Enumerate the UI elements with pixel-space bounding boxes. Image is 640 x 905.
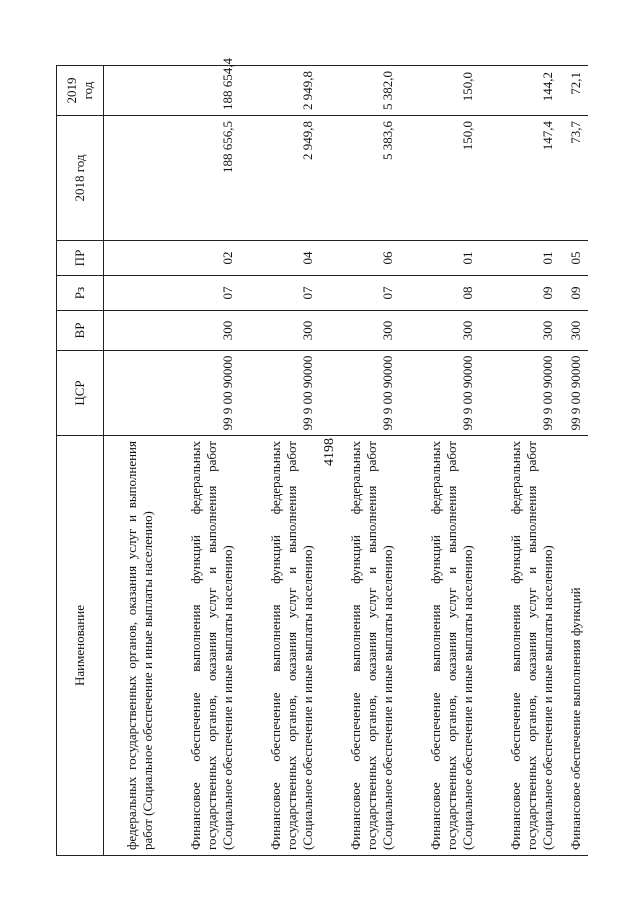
- table-row: [480, 66, 560, 856]
- cell-vr: 300: [320, 311, 400, 351]
- table-row: [104, 66, 161, 856]
- table-row: [160, 66, 240, 856]
- table-header: [57, 66, 104, 856]
- cell-2019: 5 382,0: [320, 66, 400, 116]
- cell-name: федеральных государственных органов, оказания услуг и выполнения работ (Социальное обеспечение и иные выплаты населению): [104, 436, 161, 856]
- cell-pr: 01: [480, 241, 560, 276]
- table-row: [400, 66, 480, 856]
- page-number: 4198: [322, 438, 337, 466]
- cell-csr: 99 9 00 90000: [240, 351, 320, 436]
- cell-csr: 99 9 00 90000: [400, 351, 480, 436]
- table-row: [560, 66, 588, 856]
- header-vr: ВР: [57, 311, 104, 351]
- cell-vr: 300: [240, 311, 320, 351]
- cell-2019: 144,2: [480, 66, 560, 116]
- cell-2019: [104, 66, 161, 116]
- cell-vr: 300: [480, 311, 560, 351]
- cell-2018: 147,4: [480, 116, 560, 241]
- cell-2018: 2 949,8: [240, 116, 320, 241]
- cell-pr: 02: [160, 241, 240, 276]
- header-rz: Рз: [57, 276, 104, 311]
- cell-vr: 300: [160, 311, 240, 351]
- cell-2019: 72,1: [560, 66, 588, 116]
- cell-2018: 5 383,6: [320, 116, 400, 241]
- cell-rz: 09: [480, 276, 560, 311]
- cell-rz: 09: [560, 276, 588, 311]
- budget-table: [56, 58, 588, 856]
- cell-pr: [104, 241, 161, 276]
- cell-vr: 300: [400, 311, 480, 351]
- header-2019: 2019 год: [57, 66, 104, 116]
- cell-csr: [104, 351, 161, 436]
- cell-name: Финансовое обеспечение выполнения функций федеральных государственных органов, оказания услуг и выполнения работ (Социальное обеспечение и иные выплаты населению): [400, 436, 480, 856]
- cell-2018: 73,7: [560, 116, 588, 241]
- cell-name: Финансовое обеспечение выполнения функций федеральных государственных органов, оказания услуг и выполнения работ (Социальное обеспечение и иные выплаты населению): [240, 436, 320, 856]
- cell-2018: 188 656,5: [160, 116, 240, 241]
- header-name: Наименование: [57, 436, 104, 856]
- cell-rz: 07: [240, 276, 320, 311]
- table-row: [240, 66, 320, 856]
- cell-2019: 150,0: [400, 66, 480, 116]
- cell-vr: 300: [560, 311, 588, 351]
- cell-pr: 01: [400, 241, 480, 276]
- cell-csr: 99 9 00 90000: [320, 351, 400, 436]
- cell-2018: [104, 116, 161, 241]
- cell-csr: 99 9 00 90000: [560, 351, 588, 436]
- cell-2018: 150,0: [400, 116, 480, 241]
- cell-vr: [104, 311, 161, 351]
- cell-2019: 188 654,4: [160, 66, 240, 116]
- header-pr: ПР: [57, 241, 104, 276]
- cell-pr: 06: [320, 241, 400, 276]
- cell-name: Финансовое обеспечение выполнения функций федеральных государственных органов, оказания услуг и выполнения работ (Социальное обеспечение и иные выплаты населению): [480, 436, 560, 856]
- cell-2019: 2 949,8: [240, 66, 320, 116]
- cell-csr: 99 9 00 90000: [480, 351, 560, 436]
- budget-table-container: [56, 58, 606, 856]
- cell-rz: [104, 276, 161, 311]
- cell-name: Финансовое обеспечение выполнения функций федеральных государственных органов, оказания услуг и выполнения работ (Социальное обеспечение и иные выплаты населению): [160, 436, 240, 856]
- header-2018: 2018 год: [57, 116, 104, 241]
- cell-rz: 08: [400, 276, 480, 311]
- cell-csr: 99 9 00 90000: [160, 351, 240, 436]
- cell-rz: 07: [160, 276, 240, 311]
- cell-name: Финансовое обеспечение выполнения функций: [560, 436, 588, 856]
- header-csr: ЦСР: [57, 351, 104, 436]
- table-row: [320, 66, 400, 856]
- table-body: [104, 58, 589, 856]
- cell-pr: 05: [560, 241, 588, 276]
- cell-rz: 07: [320, 276, 400, 311]
- cell-pr: 04: [240, 241, 320, 276]
- cell-name: Финансовое обеспечение выполнения функций федеральных государственных органов, оказания услуг и выполнения работ (Социальное обеспечение и иные выплаты населению): [320, 436, 400, 856]
